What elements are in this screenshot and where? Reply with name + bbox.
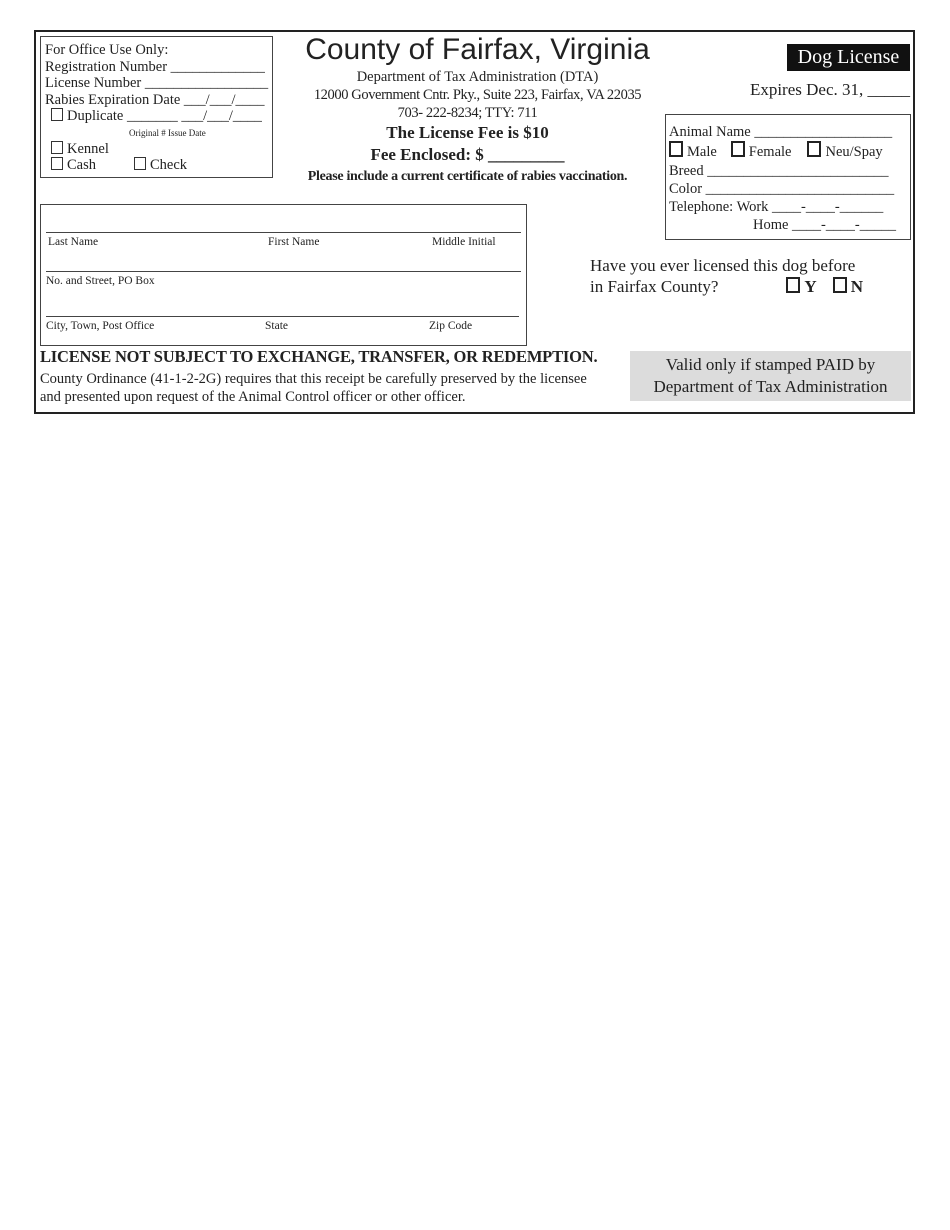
paid-stamp-area — [630, 351, 911, 401]
kennel-label: Kennel — [67, 140, 109, 157]
fee-enclosed-field[interactable]: Fee Enclosed: $ _________ — [370, 145, 565, 164]
ordinance-text — [40, 370, 587, 406]
yes-checkbox[interactable] — [786, 277, 800, 293]
middle-initial-label: Middle Initial — [432, 236, 496, 248]
male-checkbox[interactable] — [669, 141, 683, 157]
kennel-checkbox[interactable] — [51, 141, 63, 154]
no-checkbox[interactable] — [833, 277, 847, 293]
prior-license-question — [590, 255, 863, 297]
state-label: State — [265, 320, 288, 332]
zip-label: Zip Code — [429, 320, 473, 332]
name-line[interactable] — [46, 232, 521, 233]
duplicate-checkbox[interactable] — [51, 108, 63, 121]
stamp-line-2: Department of Tax Administration — [653, 377, 888, 396]
no-transfer-notice: LICENSE NOT SUBJECT TO EXCHANGE, TRANSFER, OR REDEMPTION. — [40, 347, 598, 366]
ordinance-line-1: County Ordinance (41-1-2-2G) requires that this receipt be carefully preserved by the licensee — [40, 371, 587, 387]
address: 12000 Government Cntr. Pky., Suite 223, Fairfax, VA 22035 — [313, 87, 642, 103]
street-line[interactable] — [46, 271, 521, 272]
ordinance-line-2: and presented upon request of the Animal Control officer or other officer. — [40, 389, 466, 405]
check-checkbox[interactable] — [134, 157, 146, 170]
cash-label: Cash — [67, 157, 96, 173]
animal-section — [669, 123, 896, 235]
home-phone-field[interactable]: Home ____-____-_____ — [753, 217, 896, 234]
phone: 703- 222-8234; TTY: 711 — [397, 105, 538, 121]
work-phone-field[interactable]: Telephone: Work ____-____-______ — [669, 199, 884, 216]
page-title: County of Fairfax, Virginia — [305, 33, 650, 66]
street-label: No. and Street, PO Box — [46, 275, 155, 287]
cash-checkbox[interactable] — [51, 157, 63, 170]
male-label: Male — [687, 144, 717, 161]
rabies-expiration-field[interactable]: Rabies Expiration Date ___/___/____ — [45, 91, 265, 108]
neuter-checkbox[interactable] — [807, 141, 821, 157]
female-checkbox[interactable] — [731, 141, 745, 157]
first-name-label: First Name — [268, 236, 320, 248]
animal-name-field[interactable]: Animal Name ___________________ — [669, 124, 893, 140]
duplicate-label: Duplicate _______ ___/___/____ — [67, 108, 262, 124]
city-line[interactable] — [46, 316, 519, 317]
question-line-2: in Fairfax County? — [590, 277, 719, 296]
neuter-label: Neu/Spay — [825, 144, 883, 161]
license-fee: The License Fee is $10 — [386, 123, 549, 142]
no-label: N — [850, 277, 863, 296]
office-use-section — [45, 42, 268, 174]
last-name-label: Last Name — [48, 236, 99, 248]
expires-field[interactable]: Expires Dec. 31, _____ — [749, 80, 910, 99]
department: Department of Tax Administration (DTA) — [356, 69, 599, 85]
breed-field[interactable]: Breed _________________________ — [669, 162, 889, 179]
check-label: Check — [150, 157, 188, 173]
female-label: Female — [748, 144, 792, 161]
license-number-field[interactable]: License Number _________________ — [45, 75, 269, 91]
office-heading: For Office Use Only: — [45, 42, 169, 58]
city-label: City, Town, Post Office — [46, 320, 155, 332]
dog-license-badge: Dog License — [787, 44, 910, 71]
registration-number-field[interactable]: Registration Number _____________ — [45, 58, 265, 75]
rabies-note: Please include a current certificate of rabies vaccination. — [307, 169, 628, 184]
duplicate-caption: Original # Issue Date — [129, 127, 206, 138]
color-field[interactable]: Color __________________________ — [669, 180, 895, 197]
header — [280, 32, 675, 188]
stamp-line-1: Valid only if stamped PAID by — [665, 355, 876, 374]
question-line-1: Have you ever licensed this dog before — [590, 256, 856, 275]
yes-label: Y — [804, 277, 817, 296]
